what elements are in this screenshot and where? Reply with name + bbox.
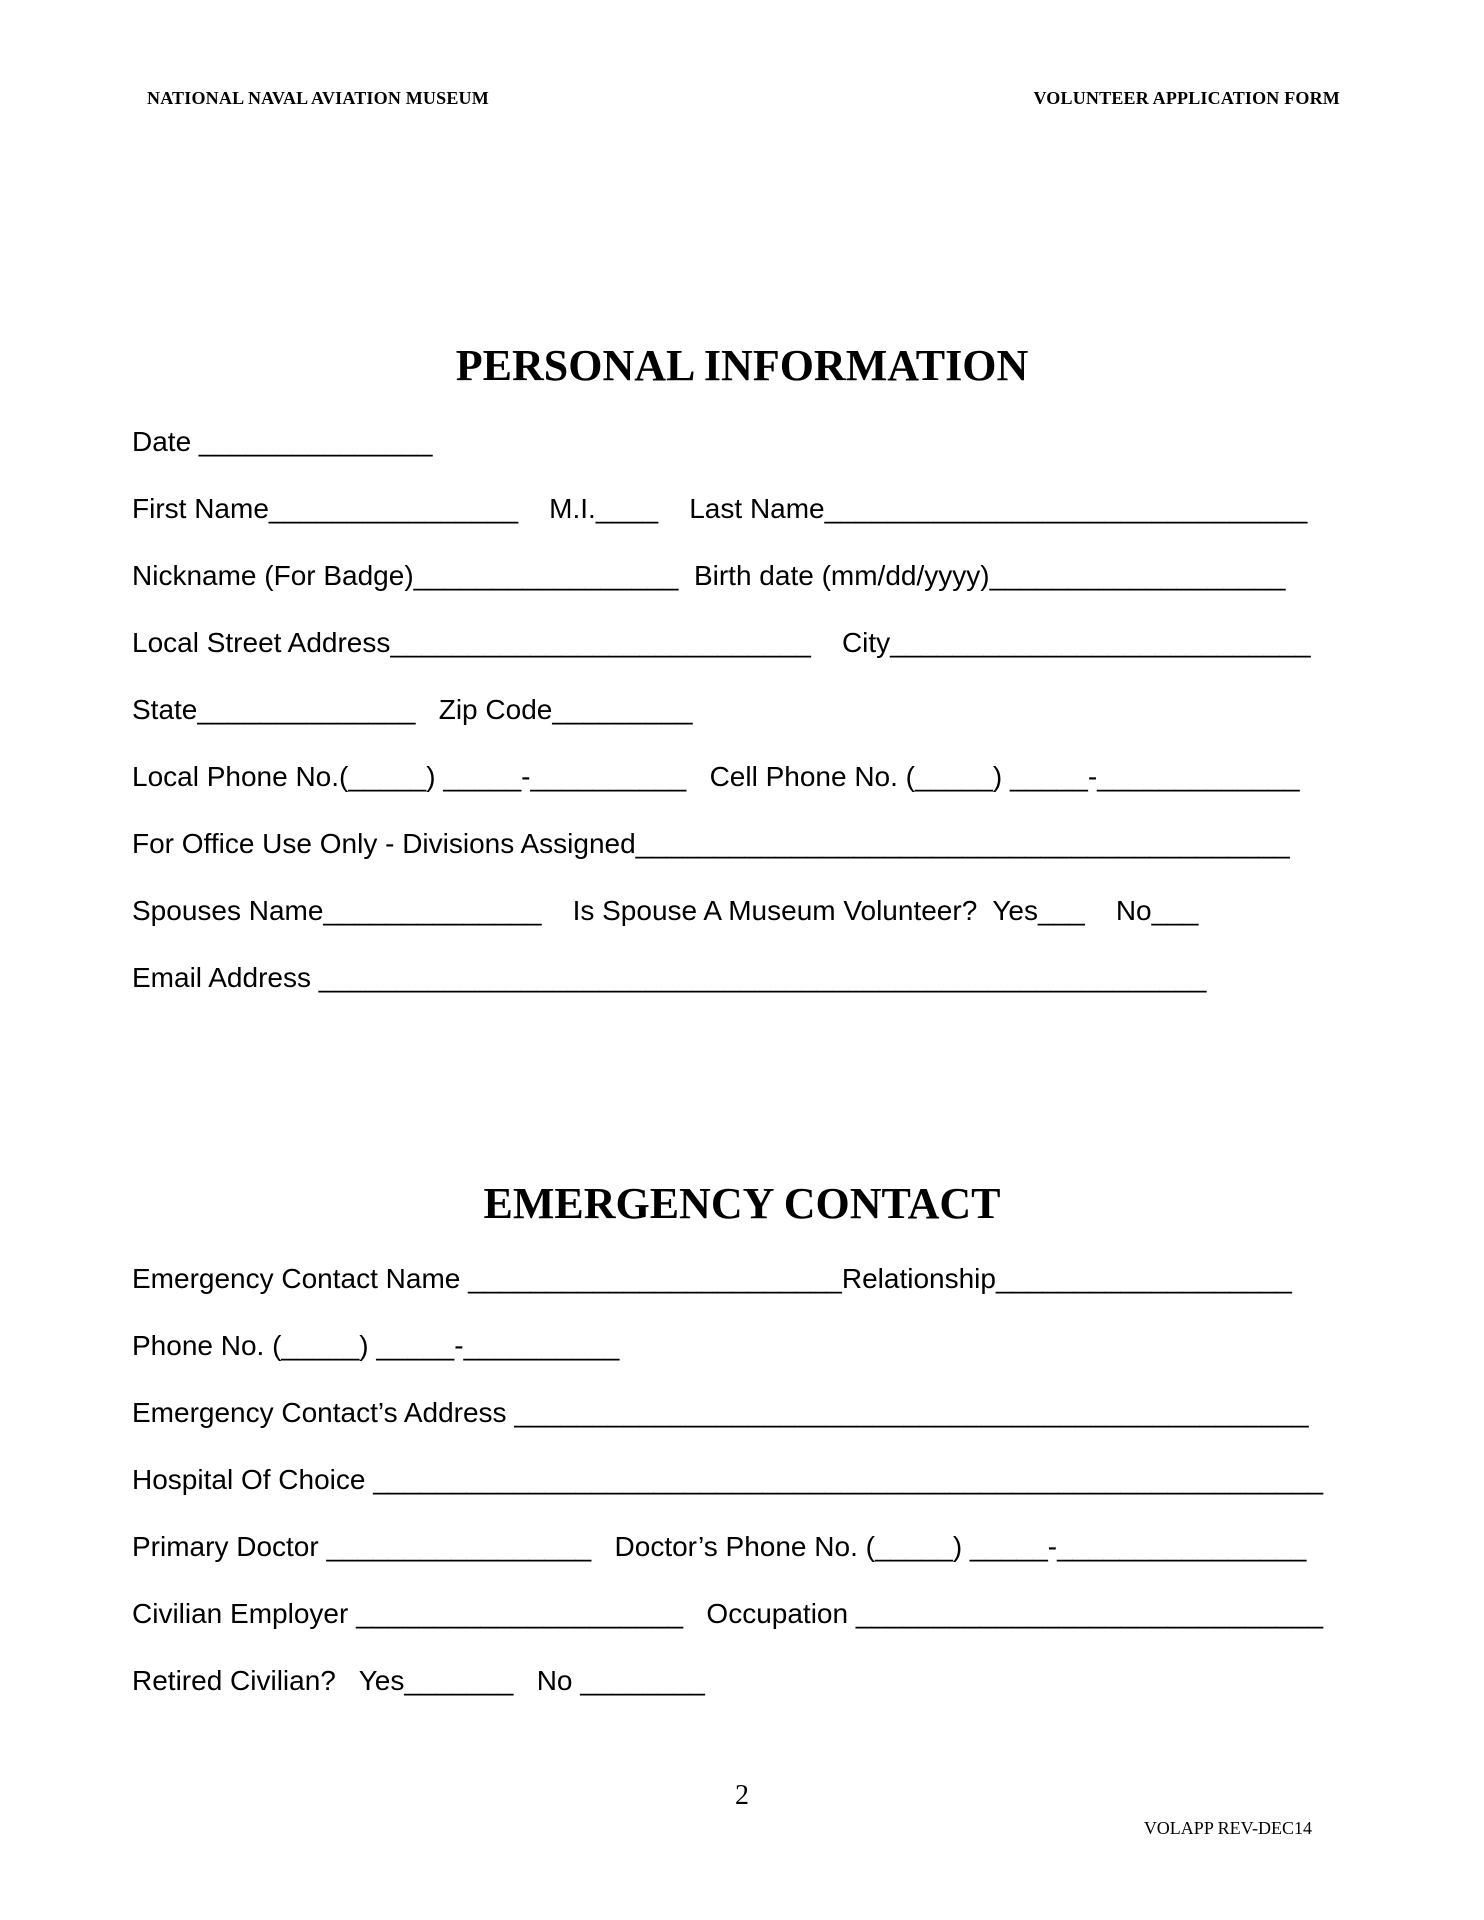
retired-civilian-field[interactable]: Retired Civilian? Yes_______ No ________ [132,1665,705,1696]
office-use-divisions-field[interactable]: For Office Use Only - Divisions Assigned__________________________________________ [132,828,1290,859]
state-zip-fields[interactable]: State______________ Zip Code_________ [132,694,693,725]
doctor-fields[interactable]: Primary Doctor _________________ Doctor’s Phone No. (_____) _____-________________ [132,1531,1307,1562]
nickname-birthdate-fields[interactable]: Nickname (For Badge)_________________ Birth date (mm/dd/yyyy)___________________ [132,560,1286,591]
revision-code: VOLAPP REV-DEC14 [1143,1818,1312,1838]
emergency-contact-name-relationship[interactable]: Emergency Contact Name ________________________Relationship___________________ [132,1263,1292,1294]
emergency-contact-title: EMERGENCY CONTACT [483,1179,1001,1228]
personal-information-title: PERSONAL INFORMATION [455,341,1029,390]
emergency-phone-field[interactable]: Phone No. (_____) _____-__________ [132,1330,620,1361]
emergency-address-field[interactable]: Emergency Contact’s Address ___________________________________________________ [132,1397,1309,1428]
header-museum-name: NATIONAL NAVAL AVIATION MUSEUM [147,88,489,108]
employer-occupation-fields[interactable]: Civilian Employer _____________________ Occupation ______________________________ [132,1598,1324,1629]
date-field[interactable]: Date _______________ [132,426,433,457]
page-number: 2 [735,1780,749,1811]
phone-fields[interactable]: Local Phone No.(_____) _____-__________ Cell Phone No. (_____) _____-_____________ [132,761,1300,792]
address-city-fields[interactable]: Local Street Address___________________________ City___________________________ [132,627,1311,658]
header-form-name: VOLUNTEER APPLICATION FORM [1033,88,1340,108]
spouse-fields[interactable]: Spouses Name______________ Is Spouse A Museum Volunteer? Yes___ No___ [132,895,1199,926]
email-field[interactable]: Email Address _________________________________________________________ [132,962,1207,993]
hospital-field[interactable]: Hospital Of Choice _____________________________________________________________ [132,1464,1324,1495]
name-fields[interactable]: First Name________________ M.I.____ Last Name_______________________________ [132,493,1308,524]
